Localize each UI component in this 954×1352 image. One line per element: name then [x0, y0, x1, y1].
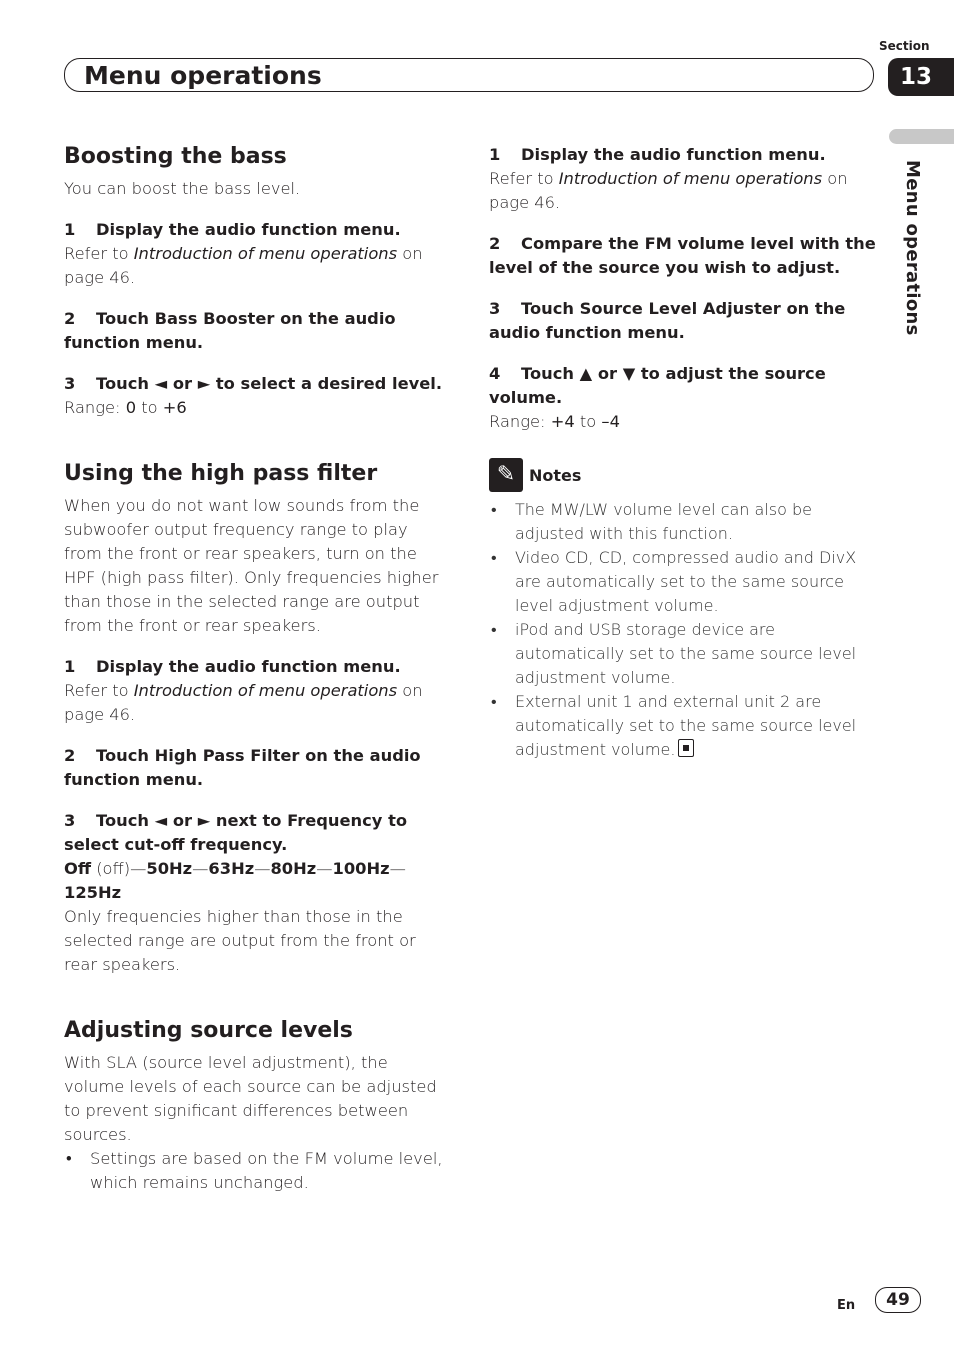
ref-link[interactable]: Introduction of menu operations	[133, 681, 398, 700]
step-number: 4	[489, 364, 501, 383]
range-to: to	[136, 398, 163, 417]
hpf-frequency-options	[64, 857, 450, 905]
step-text: Display the audio function menu.	[96, 657, 401, 676]
sla-step-1-ref	[489, 167, 879, 215]
page-number: 49	[875, 1287, 921, 1313]
ref-suffix: on page 46.	[489, 169, 848, 212]
sep: —	[130, 859, 147, 878]
sla-range	[489, 410, 879, 434]
range-max: +6	[162, 398, 187, 417]
list-item-text: Settings are based on the FM volume level, which remains unchanged.	[90, 1149, 443, 1192]
sla-bullets	[64, 1147, 450, 1195]
range-min: +4	[550, 412, 575, 431]
section-number-badge: 13	[888, 58, 954, 96]
step-text: Touch ▲ or ▼ to adjust the source volume.	[489, 364, 826, 407]
range-label: Range:	[64, 398, 126, 417]
sla-step-3	[489, 297, 879, 345]
ref-link[interactable]: Introduction of menu operations	[558, 169, 823, 188]
hpf-step-3	[64, 809, 450, 857]
range-label: Range:	[489, 412, 551, 431]
sla-heading: Adjusting source levels	[64, 1018, 353, 1043]
freq-125: 125Hz	[64, 883, 122, 902]
left-column	[64, 143, 450, 1195]
list-item: • External unit 1 and external unit 2 are automatically set to the same source level adjustment volume.	[491, 692, 857, 759]
bass-step-2	[64, 307, 450, 355]
sep: —	[316, 859, 333, 878]
step-number: 3	[64, 811, 76, 830]
hpf-outro: Only frequencies higher than those in the selected range are output from the front or rear speakers.	[64, 907, 416, 974]
sla-step-2	[489, 232, 879, 280]
page-title: Menu operations	[84, 61, 322, 90]
list-item-text: External unit 1 and external unit 2 are automatically set to the same source level adjustment volume.	[515, 692, 857, 759]
end-mark-icon	[678, 739, 694, 757]
step-text: Display the audio function menu.	[96, 220, 401, 239]
bass-heading: Boosting the bass	[64, 144, 287, 169]
range-min: 0	[125, 398, 137, 417]
ref-prefix: Refer to	[489, 169, 559, 188]
step-number: 2	[64, 746, 76, 765]
list-item: • The MW/LW volume level can also be adjusted with this function.	[491, 500, 812, 543]
sep: —	[254, 859, 271, 878]
freq-off: Off	[64, 859, 92, 878]
range-to: to	[574, 412, 602, 431]
hpf-step-1-ref	[64, 679, 450, 727]
notes-list	[489, 498, 879, 762]
step-text: Touch ◄ or ► next to Frequency to select cut-off frequency.	[64, 811, 408, 854]
pencil-icon: ✎	[489, 458, 523, 492]
bass-range	[64, 396, 450, 420]
ref-suffix: on page 46.	[64, 681, 423, 724]
sla-step-1	[489, 143, 879, 167]
language-label: En	[837, 1298, 856, 1313]
side-tab	[889, 129, 954, 144]
hpf-intro: When you do not want low sounds from the subwoofer output frequency range to play from the front or rear speakers, turn on the HPF (high pass filter). Only frequencies higher than those in the selected range are output from the front or rear speakers.	[64, 496, 439, 635]
step-text: Touch ◄ or ► to select a desired level.	[96, 374, 443, 393]
step-text: Touch High Pass Filter on the audio function menu.	[64, 746, 421, 789]
ref-link[interactable]: Introduction of menu operations	[133, 244, 398, 263]
notes-header	[489, 458, 879, 492]
step-text: Touch Source Level Adjuster on the audio function menu.	[489, 299, 846, 342]
step-text: Display the audio function menu.	[521, 145, 826, 164]
freq-off-note: (off)	[91, 859, 131, 878]
ref-suffix: on page 46.	[64, 244, 423, 287]
step-number: 1	[64, 220, 76, 239]
step-number: 1	[64, 657, 76, 676]
list-item: • iPod and USB storage device are automatically set to the same source level adjustment volume.	[491, 620, 857, 687]
sla-step-4	[489, 362, 879, 410]
bass-step-3	[64, 372, 450, 396]
list-item-text: The MW/LW volume level can also be adjusted with this function.	[515, 500, 812, 543]
ref-prefix: Refer to	[64, 681, 134, 700]
freq-63: 63Hz	[208, 859, 255, 878]
side-section-label: Menu operations	[902, 160, 923, 336]
bass-intro: You can boost the bass level.	[64, 179, 301, 198]
hpf-step-1	[64, 655, 450, 679]
step-number: 3	[64, 374, 76, 393]
step-number: 1	[489, 145, 501, 164]
list-item: • Settings are based on the FM volume level, which remains unchanged.	[66, 1149, 443, 1192]
step-number: 3	[489, 299, 501, 318]
freq-100: 100Hz	[332, 859, 390, 878]
step-text: Touch Bass Booster on the audio function menu.	[64, 309, 396, 352]
bass-step-1-ref	[64, 242, 450, 290]
hpf-heading: Using the high pass filter	[64, 461, 378, 486]
list-item-text: Video CD, CD, compressed audio and DivX are automatically set to the same source level adjustment volume.	[515, 548, 857, 615]
section-label: Section	[879, 39, 930, 53]
sep: —	[389, 859, 406, 878]
step-text: Compare the FM volume level with the level of the source you wish to adjust.	[489, 234, 876, 277]
step-number: 2	[64, 309, 76, 328]
bass-step-1	[64, 218, 450, 242]
sep: —	[192, 859, 209, 878]
right-column	[489, 143, 879, 762]
sla-intro: With SLA (source level adjustment), the volume levels of each source can be adjusted to prevent significant differences between sources.	[64, 1053, 437, 1144]
step-number: 2	[489, 234, 501, 253]
range-max: –4	[601, 412, 620, 431]
freq-80: 80Hz	[270, 859, 317, 878]
list-item-text: iPod and USB storage device are automatically set to the same source level adjustment volume.	[515, 620, 857, 687]
notes-title: Notes	[529, 465, 582, 485]
hpf-step-2	[64, 744, 450, 792]
ref-prefix: Refer to	[64, 244, 134, 263]
list-item: • Video CD, CD, compressed audio and DivX are automatically set to the same source level adjustment volume.	[491, 548, 857, 615]
freq-50: 50Hz	[146, 859, 193, 878]
